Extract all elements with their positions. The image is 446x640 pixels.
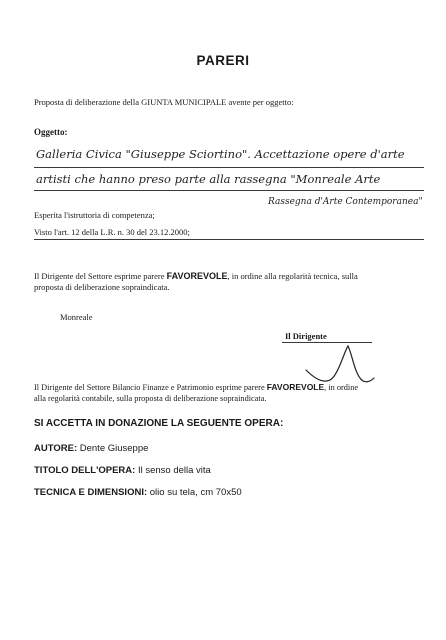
parere-contabile-post: , in ordine (324, 383, 359, 392)
oggetto-underline-2 (34, 190, 424, 191)
autore-value: Dente Giuseppe (77, 443, 149, 454)
tecnica-line (34, 487, 242, 498)
tecnica-label: TECNICA E DIMENSIONI: (34, 487, 148, 498)
parere-tecnico-favorevole: FAVOREVOLE (166, 271, 228, 281)
firma-label: Il Dirigente (285, 331, 327, 341)
oggetto-underline-1 (34, 167, 424, 168)
page-title: PARERI (196, 53, 250, 68)
oggetto-handwritten-line-1: Galleria Civica "Giuseppe Sciortino". Accettazione opere d'arte (36, 147, 405, 161)
luogo-text: Monreale (60, 312, 93, 322)
oggetto-label: Oggetto: (34, 127, 68, 137)
autore-line (34, 443, 148, 454)
titolo-opera-label: TITOLO DELL'OPERA: (34, 465, 136, 476)
oggetto-handwritten-line-2: artisti che hanno preso parte alla rassegna "Monreale Arte (36, 172, 381, 186)
parere-tecnico-post: , in ordine alla regolarità tecnica, sulla (227, 271, 358, 281)
autore-label: AUTORE: (34, 443, 78, 454)
oggetto-handwritten-line-3: Rassegna d'Arte Contemporanea" (268, 197, 423, 207)
intro-text: Proposta di deliberazione della GIUNTA MUNICIPALE avente per oggetto: (34, 97, 294, 107)
parere-tecnico-line-2: proposta di deliberazione sopraindicata. (34, 282, 170, 292)
titolo-opera-value: Il senso della vita (135, 465, 211, 476)
parere-contabile-line-1 (34, 382, 358, 392)
parere-contabile-pre: Il Dirigente del Settore Bilancio Finanze e Patrimonio esprime parere (34, 383, 267, 392)
tecnica-value: olio su tela, cm 70x50 (147, 487, 242, 498)
esperita-text: Esperita l'istruttoria di competenza; (34, 210, 155, 220)
donazione-heading: SI ACCETTA IN DONAZIONE LA SEGUENTE OPERA: (34, 418, 284, 429)
parere-contabile-line-2: alla regolarità contabile, sulla proposta di deliberazione sopraindicata. (34, 394, 267, 403)
visto-text: Visto l'art. 12 della L.R. n. 30 del 23.12.2000; (34, 227, 190, 237)
parere-contabile-favorevole: FAVOREVOLE (266, 382, 325, 392)
parere-tecnico-line-1 (34, 271, 358, 281)
titolo-opera-line (34, 465, 211, 476)
section-divider (34, 239, 424, 240)
parere-tecnico-pre: Il Dirigente del Settore esprime parere (34, 271, 167, 281)
